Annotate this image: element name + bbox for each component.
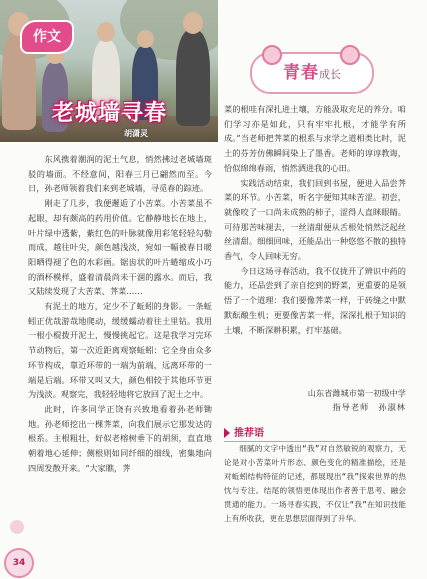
- signature-block: [224, 386, 406, 414]
- recommendation-heading-label: 推荐语: [234, 428, 264, 439]
- recommendation-body: [224, 442, 406, 526]
- author-name: 胡潇灵: [124, 129, 148, 138]
- paragraph: 东风携着潮润的泥土气息，悄然拂过老城墙斑驳的墙面。不经意间，阳春三月已翩然而至。今日，孙老师领着我们来到老城墙，寻觅春的踪迹。: [28, 154, 212, 194]
- page-number: 34: [4, 548, 34, 578]
- banner-title: 青春: [283, 63, 319, 83]
- article-title: 老城墙寻春: [52, 101, 168, 126]
- paragraph: 今日这场寻春活动，我不仅拢开了辨识中药的能力，还品尝到了亲自挖到的野菜，更重要的是领悟了一个道理：我们要像荠菜一样，于砖缝之中默默酝酿生机；更要像苦菜一样，深深扎根于知识的土壤，不断深耕积累，打牢基础。: [224, 265, 406, 335]
- left-column: [28, 152, 212, 475]
- recommendation-text: 细腻的文字中透出“我”对自然敏锐的观察力，无论是对小苦菜叶片形态、颜色变化的精准描绘，还是对蚯蚓结构特征的记述，都展现出“我”探索世界的热忱与专注。结尾的领悟更体现出作者善于思考、融会贯通的能力。一场寻春实践，不仅让“我”在知识技能上有所收获，更在思想层面得到了升华。: [224, 444, 406, 523]
- paragraph: 有泥土的地方，定少不了蚯蚓的身影。一条蚯蚓正优哉游哉地爬动，缓缓蠕动着往土里钻。我用一根小棍拨开泥土，慢慢挑起它。这是我学习完环节动物后，第一次近距离观察蚯蚓：它全身由众多环节构成，靠近环带的一端为前端，远离环带的一端是后端。环带又叫又大，颜色相较于其他环节更为浅淡。观察完，我轻轻地将它放回了泥土之中。: [28, 301, 212, 400]
- flower-icon: [340, 45, 360, 65]
- triangle-icon: [224, 428, 230, 438]
- paragraph: 刚走了几步，我便邂逅了小苦菜。小苦菜虽不起眼，却有颇高的药用价值。它静静地长在地上，叶片绿中透紫，紫红色的叶脉就像用彩笔轻轻勾勒而成，越往叶尖，颜色越浅淡，宛如一幅被春日暖阳晒得褪了色的水彩画。锯齿状的叶片蜷缩成小巧的酒杯模样，盛着清晨尚未干涸的露水。而后，我又陆续发现了大苦菜、荠菜……: [28, 198, 212, 297]
- teacher-name: 指导老师 孙淑林: [332, 402, 406, 412]
- banner-subtitle: 成长: [319, 68, 341, 81]
- paragraph: 菜的根哇有深扎进土壤，方能汲取充足的养分。咱们学习亦是如此，只有牢牢扎根，才能学有所成。”当老师把荠菜的根系与求学之道相类比时，泥土的芬芳仿佛瞬间染上了墨香。老师的谆谆教诲，恰似绵绵春雨，悄然洒进我的心田。: [224, 104, 406, 173]
- paragraph: 实践活动结束，我们回到书屋，便进入品尝荠菜的环节。小苦菜，听名字便知其味苦涩。初尝，就像咬了一口尚未成熟的柿子，涩得人直眯眼睛。可待那苦味褪去，一丝清甜便从舌根处悄然泛起丝丝清甜。细细回味，还能品出一种悠悠不散的独特香气，令人回味无穷。: [224, 177, 406, 262]
- flower-icon: [262, 45, 282, 65]
- decorative-dot: [10, 520, 24, 534]
- paragraph: 此时，许多同学正饶有兴致地看着孙老师锄地。孙老师挖出一棵荠菜，向我们展示它那发达的根系。主根粗壮，好似老榕树垂下的胡须，直直地朝着地心延伸；侧根则如同纤细的细线，密集地向四周发散开来。“大家瞧，荠: [28, 403, 212, 473]
- school-name: 山东省潍城市第一初级中学: [307, 388, 406, 398]
- right-column: [224, 102, 406, 337]
- recommendation-heading: [224, 424, 406, 442]
- essay-badge: 作文: [22, 22, 72, 52]
- section-banner: [250, 52, 374, 94]
